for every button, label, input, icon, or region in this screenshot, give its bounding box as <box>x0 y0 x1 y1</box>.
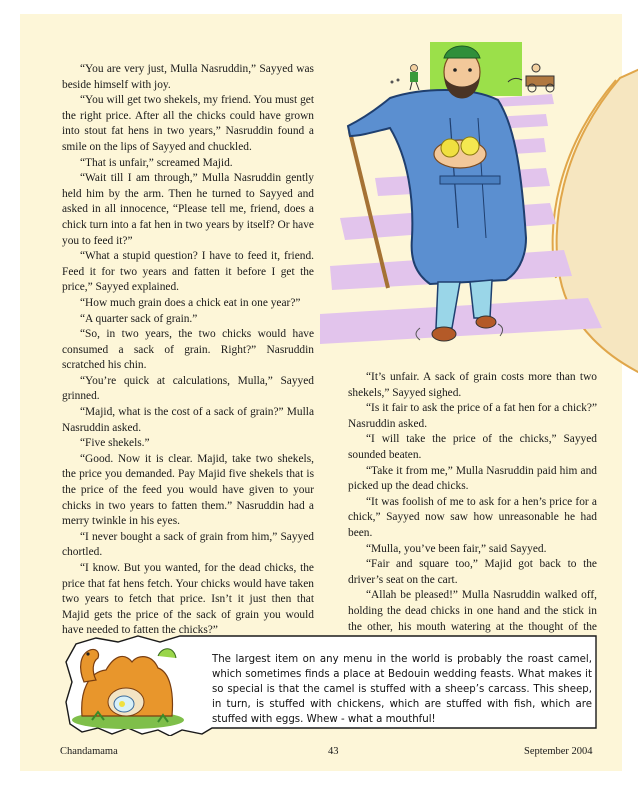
robe <box>348 90 526 284</box>
paragraph: “I know. But you wanted, for the dead chicks, the price that fat hens fetch. Your chicks would have taken two years to fetch that price. Isn’t it just then that Majid gets the price of the sack of grain you would have needed to fatten the chicks?” <box>62 562 314 637</box>
issue-date: September 2004 <box>524 746 593 757</box>
roast-camel-icon <box>62 632 212 736</box>
paragraph: “Fair and square too,” Majid got back to the driver’s seat on the cart. <box>348 558 597 586</box>
paragraph: “Wait till I am through,” Mulla Nasruddin gently held him by the arm. Then he turned to Sayyed and asked in all innocence, “Please tell me, friend, does a chick turn into a fat hen in two years by itself? Or have you to feed it?” <box>62 172 314 247</box>
nasruddin-illustration <box>320 28 638 374</box>
paragraph: “Good. Now it is clear. Majid, take two shekels, the price you demanded. Pay Majid five shekels that is the price of the feed you would have given to your chicks in two years to fatten them.” Nasruddin had a merry twinkle in his eyes. <box>62 452 314 528</box>
story-column-left <box>62 62 314 639</box>
paragraph: “That is unfair,” screamed Majid. <box>80 156 233 169</box>
story-column-right <box>348 370 597 651</box>
paragraph: “Majid, what is the cost of a sack of grain?” Mulla Nasruddin asked. <box>62 406 314 434</box>
paragraph: “So, in two years, the two chicks would have consumed a sack of grain. Right?” Nasruddin scratched his chin. <box>62 328 314 372</box>
fact-box <box>62 632 600 736</box>
paragraph: “I will take the price of the chicks,” Sayyed sounded beaten. <box>348 433 597 461</box>
paragraph: “You’re quick at calculations, Mulla,” Sayyed grinned. <box>62 374 314 403</box>
paragraph: “It’s unfair. A sack of grain costs more than two shekels,” Sayyed sighed. <box>348 371 597 399</box>
paragraph: “You are very just, Mulla Nasruddin,” Sayyed was beside himself with joy. <box>62 63 314 91</box>
paragraph: “What a stupid question? I have to feed it, friend. Feed it for two years and fatten it before I get the price,” Sayyed explained. <box>62 250 314 294</box>
paragraph: “Allah be pleased!” Mulla Nasruddin walked off, holding the dead chicks in one hand and the stick in the other, his mouth watering at the thought of the <box>348 589 597 633</box>
paragraph: “How much grain does a chick eat in one year?” <box>80 296 301 309</box>
magazine-page <box>20 14 622 771</box>
page-number: 43 <box>328 746 339 757</box>
paragraph: “You will get two shekels, my friend. You must get the right price. After all the chicks could have grown into stout fat hens in two years,” Nasruddin found a smile on the lips of Sayyed and chuckled. <box>62 94 314 153</box>
magazine-name: Chandamama <box>60 746 118 757</box>
paragraph: “I never bought a sack of grain from him,” Sayyed chortled. <box>62 530 314 559</box>
paragraph: “Five shekels.” <box>80 437 150 450</box>
paragraph: “A quarter sack of grain.” <box>80 312 198 325</box>
paragraph: “Is it fair to ask the price of a fat hen for a chick?” Nasruddin asked. <box>348 402 597 430</box>
paragraph: “Take it from me,” Mulla Nasruddin paid him and picked up the dead chicks. <box>348 464 597 493</box>
fact-text: The largest item on any menu in the world is probably the roast camel, which sometimes finds a place at Bedouin wedding feasts. What makes it so special is that the camel is stuffed with a sheep’s carcass. This sheep, in turn, is stuffed with chickens, which are stuffed with fish, which are stuffed with eggs. Whew - what a mouthful! <box>212 654 592 725</box>
paragraph: “It was foolish of me to ask for a hen’s price for a chick,” Sayyed now saw how unreasonable he had been. <box>348 495 597 539</box>
paragraph: “Mulla, you’ve been fair,” said Sayyed. <box>366 542 547 555</box>
chick-icon <box>441 139 459 157</box>
chick-icon <box>461 137 479 155</box>
